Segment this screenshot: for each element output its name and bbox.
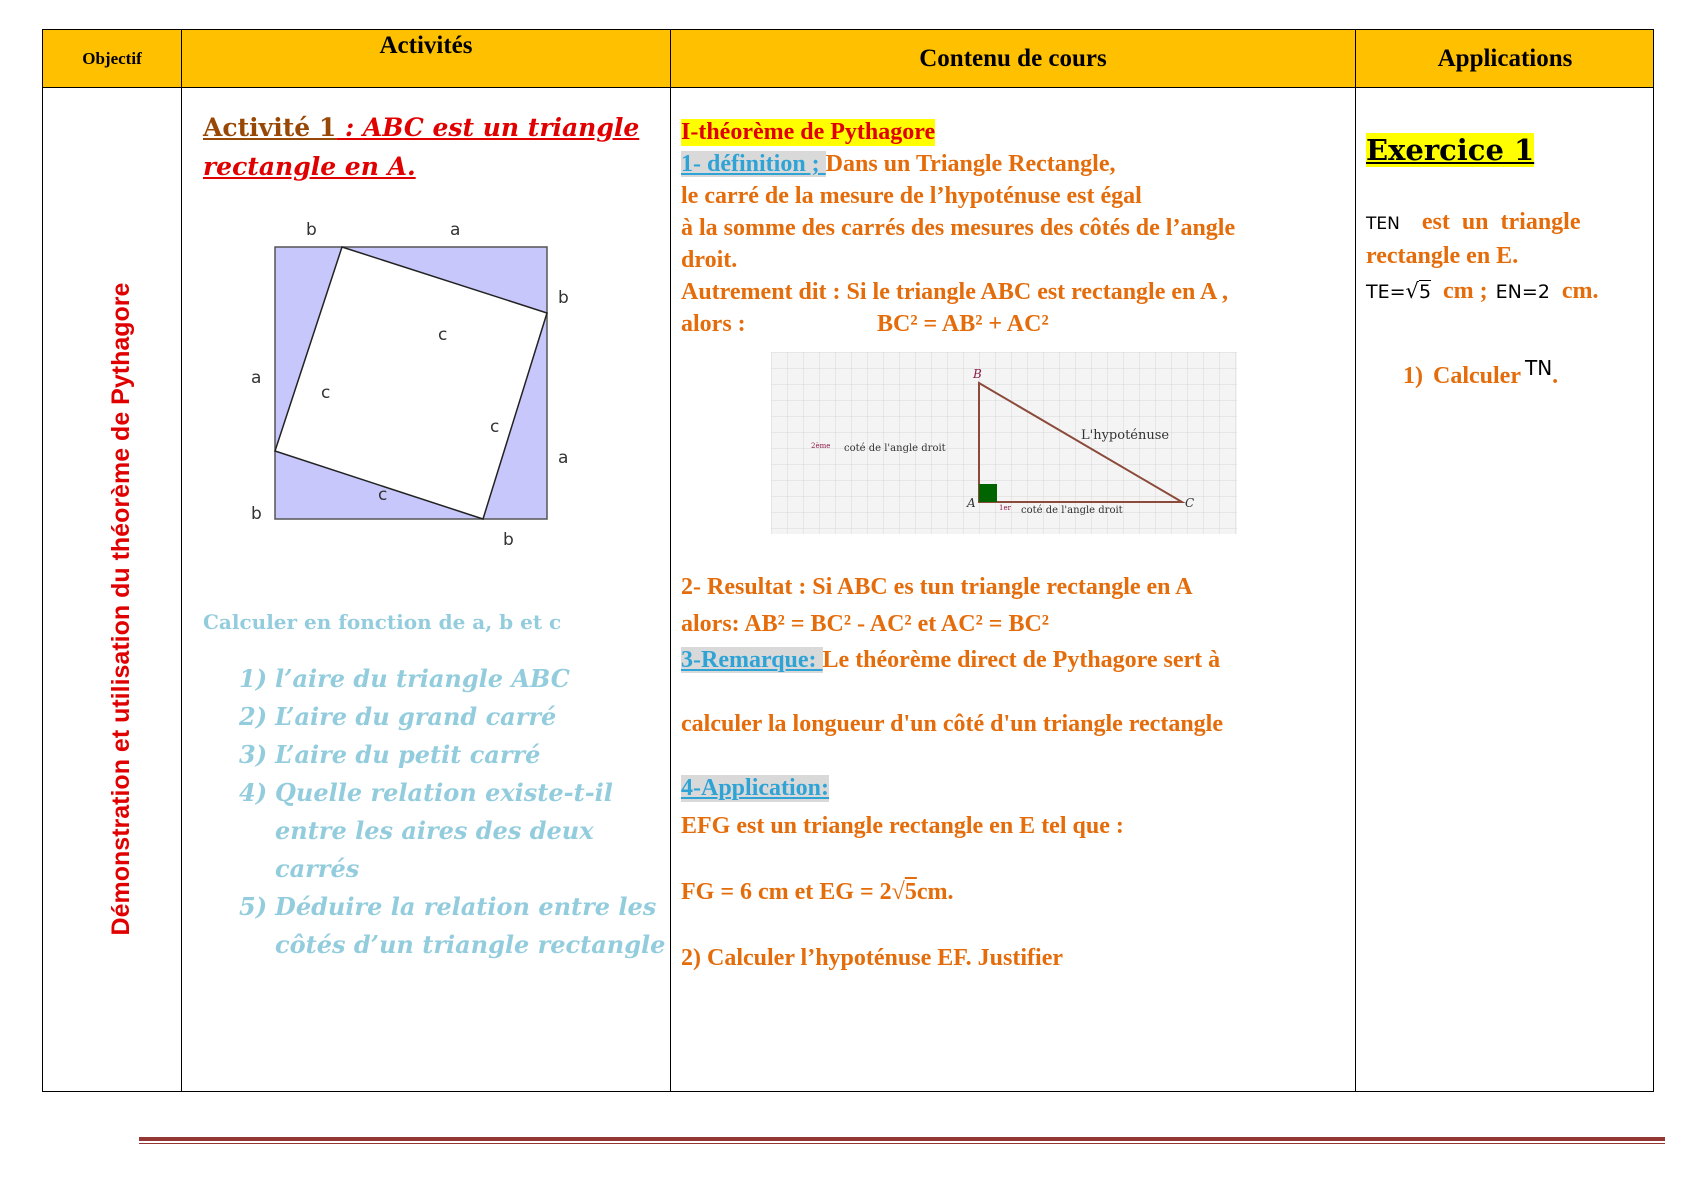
header-activites: Activités [379,32,473,59]
list-item-continuation: côtés d’un triangle rectangle [275,930,666,959]
column-divider [670,30,671,1091]
objectif-text: Démonstration et utilisation du théorème de Pythagore [107,282,135,936]
sqrt-symbol: √ [891,879,905,905]
section-title: I-théorème de Pythagore [681,119,936,145]
triangle-name: TEN [1366,214,1400,234]
application-text: EFG est un triangle rectangle en E tel que : [681,813,1124,839]
right-angle-marker [979,484,997,502]
label-b-bottom: b [503,530,514,550]
definition-label: 1- définition ; [681,151,826,177]
label-a: a [558,448,569,468]
sqrt-symbol: √ [1405,279,1419,303]
application-question: 2) Calculer l’hypoténuse EF. Justifier [681,945,1063,971]
resultat-text: alors: AB² = BC² - AC² et AC² = BC² [681,611,1049,637]
activity-title-prefix: Activité 1 [203,113,337,142]
side2-superscript: 2ème [811,442,831,450]
activity-list [239,660,665,964]
application-formula: FG = 6 cm et EG = 2√5cm. [681,879,954,905]
remarque-text: Le théorème direct de Pythagore sert à [822,647,1221,673]
label-a: a [450,220,461,240]
vertex-c-label: C [1185,496,1195,510]
label-b: b [306,220,317,240]
column-divider [1355,30,1356,1091]
exercise-question: 1) Calculer TN. [1403,356,1559,389]
exercise-given: TE=√5 cm ; EN=2 cm. [1366,278,1599,304]
list-item-continuation: carrés [275,854,360,883]
activity-prompt: Calculer en fonction de a, b et c [203,610,562,634]
list-item: 3) L’aire du petit carré [239,740,541,769]
exercise-text: rectangle en E. [1366,243,1519,269]
activity-title-line1: ABC est un triangle [362,113,640,142]
definition-text: droit. [681,247,738,273]
exercise-line1 [1366,209,1646,236]
list-item: 5) Déduire la relation entre les [239,892,657,921]
remarque-label: 3-Remarque: [681,647,823,673]
label-c: c [438,325,448,345]
lesson-table [42,29,1654,1092]
remarque-text: calculer la longueur d'un côté d'un triangle rectangle [681,711,1223,737]
definition-text: à la somme des carrés des mesures des côtés de l’angle [681,215,1236,241]
vertex-a-label: A [967,496,976,510]
side2-label: coté de l'angle droit [844,443,946,454]
pythagoras-formula: BC² = AB² + AC² [877,311,1049,337]
right-triangle-figure [771,352,1237,534]
list-item: 1) l’aire du triangle ABC [239,664,570,693]
label-b: b [558,288,569,308]
activity-title [203,113,639,143]
header-contenu: Contenu de cours [919,45,1107,72]
vertex-b-label: B [973,367,982,381]
label-c: c [321,383,331,403]
footer-rule [139,1137,1665,1141]
pythagoras-square-figure [233,210,573,550]
hypotenuse-label: L'hypoténuse [1081,428,1170,443]
activity-title-sep: : [336,113,363,142]
label-a: a [251,368,262,388]
footer-rule-thin [139,1143,1665,1144]
label-c: c [378,485,388,505]
definition-text: Dans un Triangle Rectangle, [825,151,1116,177]
column-divider [181,30,182,1091]
definition-text: le carré de la mesure de l’hypoténuse est égal [681,183,1142,209]
activity-title-line2: rectangle en A. [203,152,416,181]
autrement-text: Autrement dit : Si le triangle ABC est rectangle en A , [681,279,1229,305]
label-c: c [490,417,500,437]
header-objectif: Objectif [82,49,142,68]
label-b: b [251,504,262,524]
side1-label: coté de l'angle droit [1021,505,1123,516]
list-item: 2) L’aire du grand carré [239,702,557,731]
remarque-line [681,647,1220,674]
list-item-continuation: entre les aires des deux [275,816,594,845]
resultat-text: 2- Resultat : Si ABC es tun triangle rectangle en A [681,574,1193,600]
definition-line [681,151,1115,178]
side1-superscript: 1er [999,504,1011,512]
exercise-text: est un triangle [1421,209,1581,235]
exercise-title: Exercice 1 [1366,133,1535,167]
application-label: 4-Application: [681,775,830,801]
autrement-alors: alors : [681,311,746,337]
header-applications: Applications [1437,45,1573,72]
list-item: 4) Quelle relation existe-t-il [239,778,613,807]
